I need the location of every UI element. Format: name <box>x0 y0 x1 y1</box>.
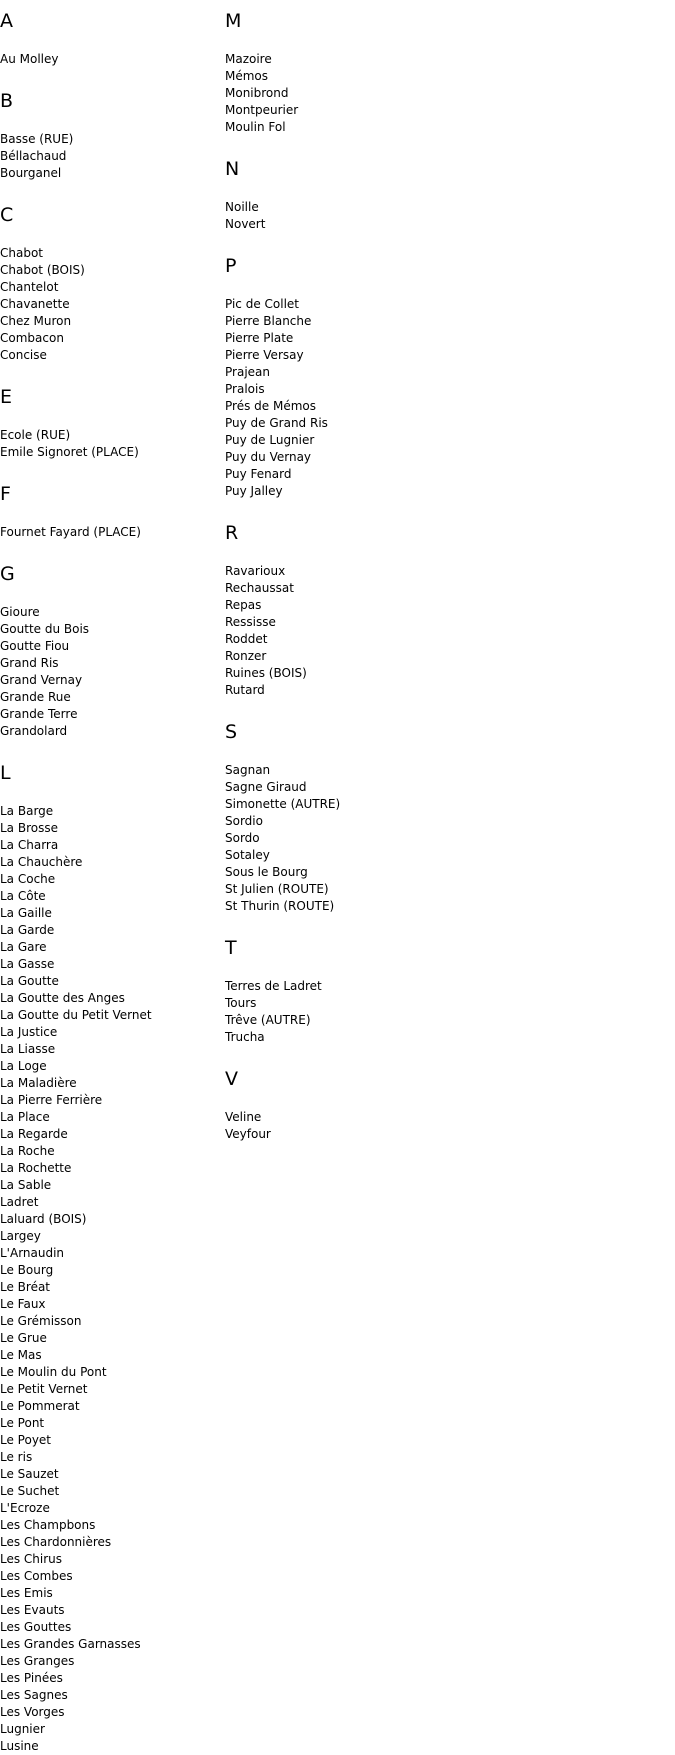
place-name: Les Champbons <box>0 1518 96 1532</box>
place-name: La Côte <box>0 889 46 903</box>
place-name: La Brosse <box>0 821 58 835</box>
place-name: Sordio <box>225 814 263 828</box>
place-name: La Goutte <box>0 974 59 988</box>
place-name: Ressisse <box>225 615 276 629</box>
place-list <box>0 131 225 182</box>
place-name: Puy de Grand Ris <box>225 416 328 430</box>
place-name: Rechaussat <box>225 581 294 595</box>
place-name: Chantelot <box>0 280 59 294</box>
place-name: Les Combes <box>0 1569 73 1583</box>
place-name: Le Suchet <box>0 1484 60 1498</box>
place-name: Pierre Plate <box>225 331 294 345</box>
letter-section-b <box>0 68 225 182</box>
place-name: Ecole (RUE) <box>0 428 71 442</box>
place-name: Le ris <box>0 1450 33 1464</box>
place-name: Le Grémisson <box>0 1314 82 1328</box>
place-name: Sordo <box>225 831 260 845</box>
place-name: La Rochette <box>0 1161 72 1175</box>
letter-heading: L <box>0 762 11 784</box>
place-name: La Sable <box>0 1178 52 1192</box>
place-name: Pralois <box>225 382 265 396</box>
place-name: Simonette (AUTRE) <box>225 797 341 811</box>
place-name: La Goutte du Petit Vernet <box>0 1008 152 1022</box>
place-name: Laluard (BOIS) <box>0 1212 87 1226</box>
place-name: La Chauchère <box>0 855 83 869</box>
place-name: St Julien (ROUTE) <box>225 882 329 896</box>
place-name: La Regarde <box>0 1127 68 1141</box>
place-name: Prajean <box>225 365 270 379</box>
place-name: Chavanette <box>0 297 70 311</box>
place-name: Le Petit Vernet <box>0 1382 88 1396</box>
place-name: Ladret <box>0 1195 39 1209</box>
place-name: Chabot <box>0 246 44 260</box>
letter-heading: C <box>0 204 14 226</box>
place-name: L'Ecroze <box>0 1501 50 1515</box>
letter-heading: M <box>225 10 242 32</box>
place-list <box>225 51 665 136</box>
place-name: St Thurin (ROUTE) <box>225 899 335 913</box>
place-name: Sagnan <box>225 763 271 777</box>
place-name: Montpeurier <box>225 103 299 117</box>
place-name: La Maladière <box>0 1076 77 1090</box>
letter-heading: S <box>225 721 238 743</box>
letter-heading: N <box>225 158 240 180</box>
place-name: La Gasse <box>0 957 55 971</box>
letter-section-v <box>225 1046 665 1143</box>
place-name: Les Chardonnières <box>0 1535 112 1549</box>
letter-section-f <box>0 461 225 541</box>
place-name: Sous le Bourg <box>225 865 308 879</box>
place-name: Goutte du Bois <box>0 622 90 636</box>
place-name: Le Poyet <box>0 1433 52 1447</box>
letter-section-g <box>0 541 225 740</box>
letter-heading: R <box>225 522 239 544</box>
place-name: Combacon <box>0 331 64 345</box>
place-list <box>225 563 665 699</box>
place-name: Le Mas <box>0 1348 42 1362</box>
place-name: Pic de Collet <box>225 297 300 311</box>
place-name: La Charra <box>0 838 59 852</box>
place-name: La Loge <box>0 1059 47 1073</box>
place-name: Grande Terre <box>0 707 78 721</box>
letter-section-c <box>0 182 225 364</box>
place-list <box>0 427 225 461</box>
place-name: Pierre Blanche <box>225 314 312 328</box>
place-name: Les Grandes Garnasses <box>0 1637 141 1651</box>
letter-heading: A <box>0 10 13 32</box>
letter-heading: V <box>225 1068 238 1090</box>
letter-section-r <box>225 500 665 699</box>
place-name: Emile Signoret (PLACE) <box>0 445 139 459</box>
place-list <box>0 51 225 68</box>
place-name: L'Arnaudin <box>0 1246 65 1260</box>
letter-section-t <box>225 915 665 1046</box>
place-name: Le Pont <box>0 1416 45 1430</box>
place-name: La Justice <box>0 1025 58 1039</box>
place-list <box>0 803 225 1755</box>
place-name: Tours <box>225 996 257 1010</box>
place-name: Largey <box>0 1229 41 1243</box>
place-list <box>225 762 665 915</box>
place-name: La Coche <box>0 872 56 886</box>
place-name: Puy de Lugnier <box>225 433 315 447</box>
place-name: La Gaille <box>0 906 52 920</box>
place-name: Veline <box>225 1110 262 1124</box>
place-name: Chez Muron <box>0 314 72 328</box>
place-name: Les Pinées <box>0 1671 63 1685</box>
place-name: Puy Fenard <box>225 467 292 481</box>
place-name: La Roche <box>0 1144 55 1158</box>
place-name: Concise <box>0 348 47 362</box>
place-name: Trêve (AUTRE) <box>225 1013 311 1027</box>
place-list <box>225 978 665 1046</box>
place-name: Trucha <box>225 1030 265 1044</box>
letter-section-s <box>225 699 665 915</box>
place-list <box>0 604 225 740</box>
place-name: La Liasse <box>0 1042 56 1056</box>
place-name: Les Emis <box>0 1586 53 1600</box>
place-name: La Pierre Ferrière <box>0 1093 103 1107</box>
place-name: Les Sagnes <box>0 1688 68 1702</box>
place-name: Veyfour <box>225 1127 271 1141</box>
letter-section-l <box>0 740 225 1755</box>
place-name: La Gare <box>0 940 47 954</box>
place-name: Monibrond <box>225 86 289 100</box>
place-name: Basse (RUE) <box>0 132 74 146</box>
place-name: Lugnier <box>0 1722 45 1736</box>
place-name: Les Chirus <box>0 1552 63 1566</box>
place-name: Béllachaud <box>0 149 67 163</box>
place-name: La Goutte des Anges <box>0 991 125 1005</box>
place-name: Les Gouttes <box>0 1620 72 1634</box>
place-name: Grand Vernay <box>0 673 83 687</box>
letter-section-p <box>225 233 665 500</box>
place-name: Goutte Fiou <box>0 639 70 653</box>
place-name: Le Grue <box>0 1331 47 1345</box>
place-name: Grandolard <box>0 724 68 738</box>
place-name: La Barge <box>0 804 54 818</box>
letter-heading: E <box>0 386 13 408</box>
place-name: Le Sauzet <box>0 1467 59 1481</box>
place-name: Puy du Vernay <box>225 450 312 464</box>
letter-heading: T <box>225 937 237 959</box>
place-name: Gioure <box>0 605 40 619</box>
place-name: Les Evauts <box>0 1603 65 1617</box>
place-name: Le Bréat <box>0 1280 51 1294</box>
place-name: Roddet <box>225 632 268 646</box>
letter-section-n <box>225 136 665 233</box>
index-column-left <box>0 0 225 1755</box>
place-name: Mazoire <box>225 52 272 66</box>
place-name: Le Pommerat <box>0 1399 80 1413</box>
place-name: Puy Jalley <box>225 484 283 498</box>
place-name: Le Faux <box>0 1297 46 1311</box>
place-list <box>225 1109 665 1143</box>
letter-heading: B <box>0 90 14 112</box>
place-name: Prés de Mémos <box>225 399 316 413</box>
place-name: Sagne Giraud <box>225 780 307 794</box>
place-name: La Garde <box>0 923 55 937</box>
place-name: Lusine <box>0 1739 39 1753</box>
place-name: Les Vorges <box>0 1705 65 1719</box>
place-name: Sotaley <box>225 848 270 862</box>
letter-section-a <box>0 0 225 68</box>
place-name: Moulin Fol <box>225 120 286 134</box>
place-name: Fournet Fayard (PLACE) <box>0 525 141 539</box>
letter-section-e <box>0 364 225 461</box>
place-name: Les Granges <box>0 1654 75 1668</box>
place-name: Novert <box>225 217 266 231</box>
place-name: Ravarioux <box>225 564 286 578</box>
letter-heading: F <box>0 483 11 505</box>
letter-heading: P <box>225 255 237 277</box>
place-name: Le Moulin du Pont <box>0 1365 107 1379</box>
place-name: Mémos <box>225 69 269 83</box>
place-name: Grande Rue <box>0 690 71 704</box>
place-list <box>0 245 225 364</box>
place-name: Terres de Ladret <box>225 979 322 993</box>
place-name: Noille <box>225 200 259 214</box>
place-name: Ruines (BOIS) <box>225 666 307 680</box>
letter-section-m <box>225 0 665 136</box>
place-list <box>225 199 665 233</box>
place-list <box>225 296 665 500</box>
place-name: Ronzer <box>225 649 267 663</box>
place-name: Pierre Versay <box>225 348 304 362</box>
place-name: Au Molley <box>0 52 59 66</box>
place-name: La Place <box>0 1110 50 1124</box>
place-name: Chabot (BOIS) <box>0 263 85 277</box>
place-name: Bourganel <box>0 166 62 180</box>
index-column-right <box>225 0 665 1143</box>
place-name: Rutard <box>225 683 265 697</box>
place-name: Grand Ris <box>0 656 59 670</box>
place-name: Repas <box>225 598 262 612</box>
place-name: Le Bourg <box>0 1263 54 1277</box>
place-list <box>0 524 225 541</box>
letter-heading: G <box>0 563 15 585</box>
